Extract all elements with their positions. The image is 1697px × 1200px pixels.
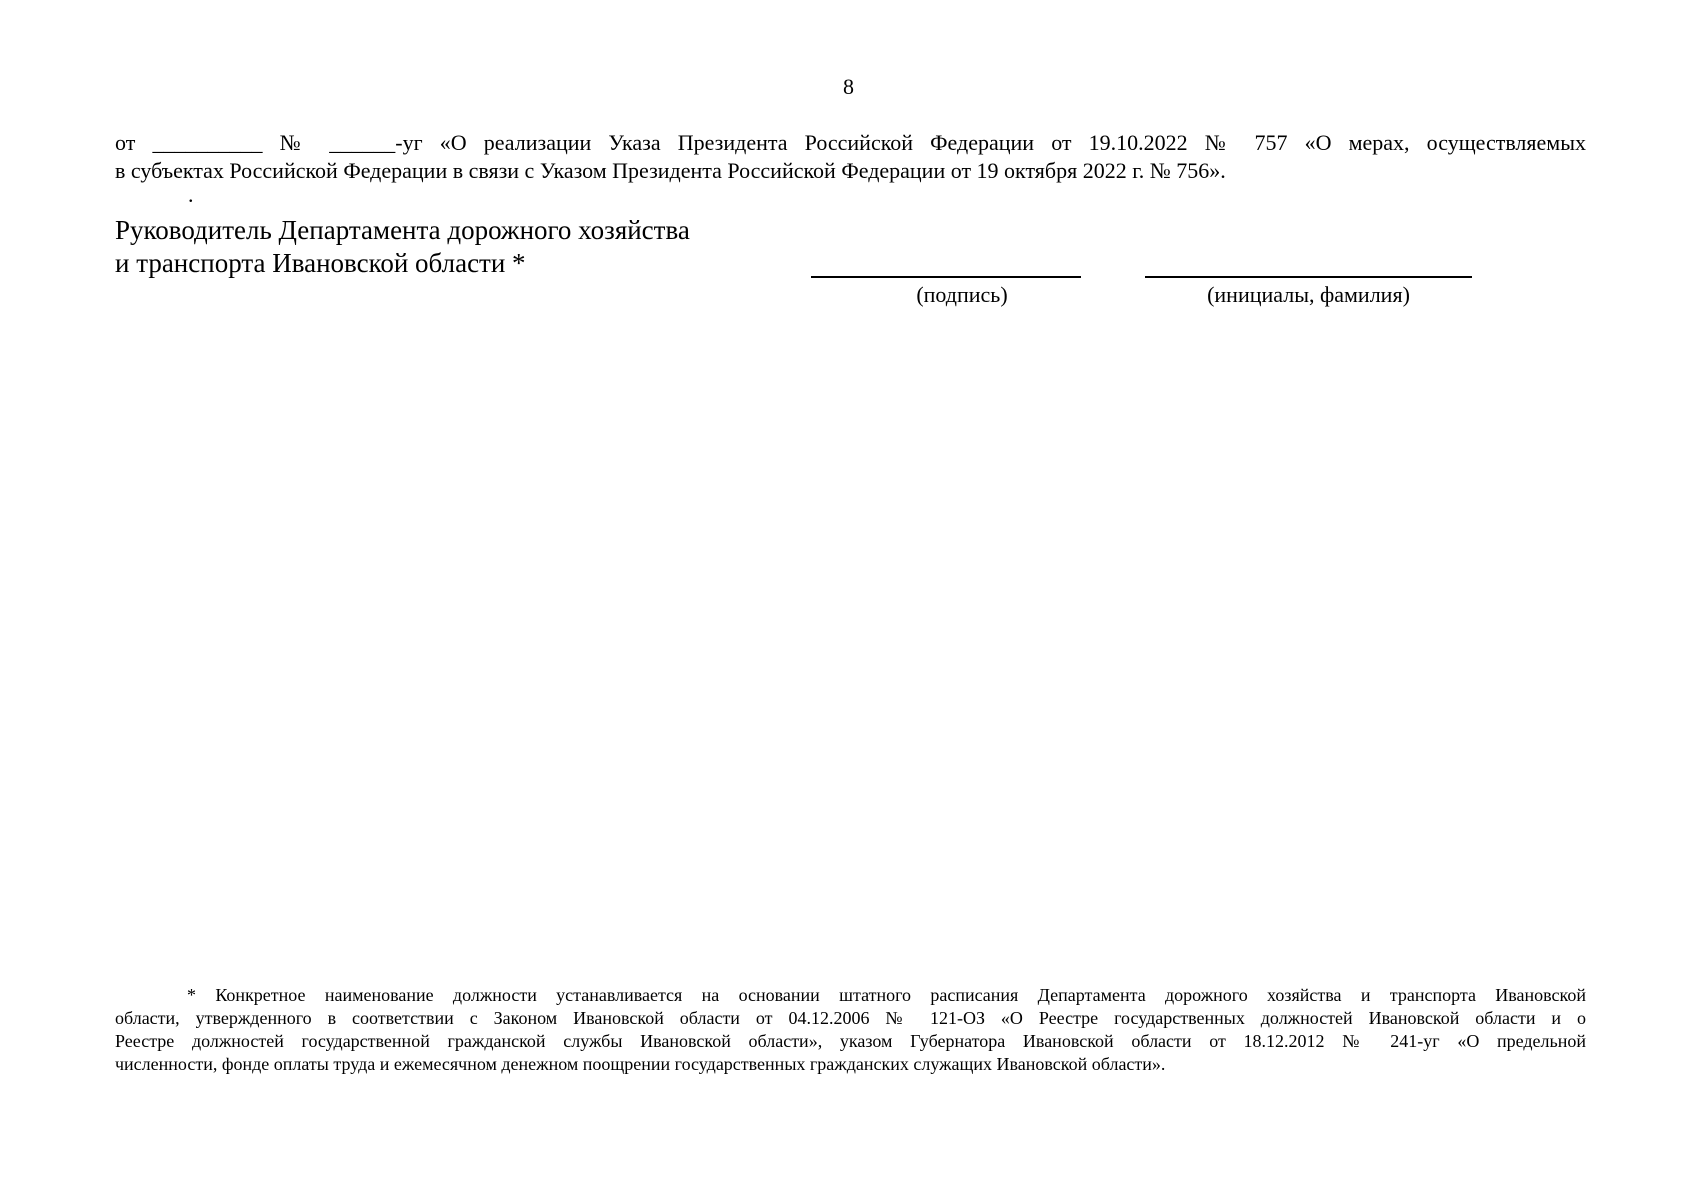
footnote-line-1: * Конкретное наименование должности устанавливается на основании штатного расписания Департамента дорожного хозяйства и транспорта Ивановской: [187, 985, 1586, 1005]
name-line: [1145, 276, 1472, 278]
signer-position: [115, 214, 690, 280]
decree-reference-line-1: от __________ № ______-уг «О реализации Указа Президента Российской Федерации от 19.10.2022 № 757 «О мерах, осуществляемых: [115, 130, 1586, 155]
footnote-line-3: Реестре должностей государственной гражданской службы Ивановской области», указом Губернатора Ивановской области от 18.12.2012 № 241-уг «О предельной: [115, 1031, 1586, 1051]
decree-reference-line-2: в субъектах Российской Федерации в связи с Указом Президента Российской Федерации от 19 октября 2022 г. № 756».: [115, 158, 1226, 183]
signature-line: [811, 276, 1081, 278]
footnote-line-4: численности, фонде оплаты труда и ежемесячном денежном поощрении государственных гражданских служащих Ивановской области».: [115, 1054, 1166, 1074]
signer-position-line-1: Руководитель Департамента дорожного хозяйства: [115, 215, 690, 245]
stray-dot: .: [188, 182, 194, 207]
decree-reference-paragraph: [115, 129, 1586, 185]
footnote-line-2: области, утвержденного в соответствии с Законом Ивановской области от 04.12.2006 № 121-ОЗ «О Реестре государственных должностей Ивановской области и о: [115, 1008, 1586, 1028]
page-number: 8: [843, 74, 854, 99]
signature-caption: (подпись): [916, 282, 1008, 307]
name-caption: (инициалы, фамилия): [1207, 282, 1410, 307]
footnote: [115, 984, 1586, 1076]
signer-position-line-2: и транспорта Ивановской области *: [115, 248, 526, 278]
